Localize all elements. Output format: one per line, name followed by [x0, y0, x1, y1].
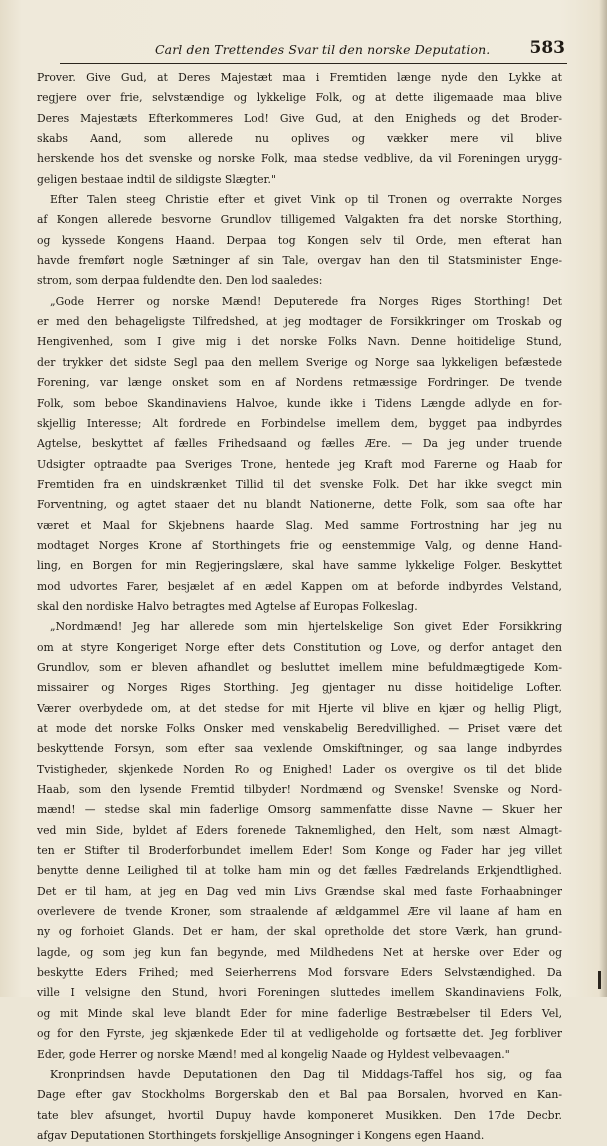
text-line: Hengivenhed, som I give mig i det norske Folks Navn. Denne hoitidelige Stund, [37, 335, 562, 349]
text-line: skjellig Interesse; Alt fordrede en Forbindelse imellem dem, bygget paa indbyrdes [37, 416, 562, 430]
text-line: ten er Stifter til Broderforbundet imellem Eder! Som Konge og Fader har jeg villet [37, 844, 562, 858]
text-line: ling, en Borgen for min Regjeringslære, skal have samme lykkelige Folger. Beskyttet [37, 559, 562, 573]
text-line: Dage efter gav Stockholms Borgerskab den et Bal paa Borsalen, hvorved en Kan- [37, 1088, 562, 1102]
header-rule [60, 63, 567, 64]
text-line: ny og forhoiet Glands. Det er ham, der skal opretholde det store Værk, han grund- [37, 925, 562, 939]
text-line: afgav Deputationen Storthingets forskjellige Ansogninger i Kongens egen Haand. [37, 1128, 485, 1142]
text-line: og mit Minde skal leve blandt Eder for mine faderlige Bestræbelser til Eders Vel, [37, 1006, 562, 1020]
text-line: Efter Talen steeg Christie efter et givet Vink op til Tronen og overrakte Norges [50, 193, 562, 207]
text-line: benytte denne Leilighed til at tolke ham min og det fælles Fædrelands Erkjendtlighed. [37, 864, 562, 878]
text-line: mænd! — stedse skal min faderlige Omsorg sammenfatte disse Navne — Skuer her [37, 803, 562, 817]
text-line: at mode det norske Folks Onsker med venskabelig Beredvillighed. — Priset være det [37, 722, 562, 735]
text-line: modtaget Norges Krone af Storthingets frie og eenstemmige Valg, og denne Hand- [37, 538, 562, 552]
text-line: havde fremført nogle Sætninger af sin Tale, overgav han den til Statsminister Enge- [37, 254, 562, 268]
text-line: skal den nordiske Halvo betragtes med Agtelse af Europas Folkeslag. [37, 599, 418, 613]
text-line: Tvistigheder, skjenkede Norden Ro og Enighed! Lader os overgive os til det blide [37, 762, 562, 776]
text-line: Værer overbydede om, at det stedse for mit Hjerte vil blive en kjær og hellig Pligt, [37, 701, 562, 715]
text-line: overlevere de tvende Kroner, som straalende af ældgammel Ære vil laane af ham en [37, 905, 562, 919]
text-line: beskyttende Forsyn, som efter saa vexlende Omskiftninger, og saa lange indbyrdes [37, 742, 562, 756]
text-line: ville I velsigne den Stund, hvori Foreningen sluttedes imellem Skandinaviens Folk, [37, 986, 562, 1000]
text-line: tate blev afsunget, hvortil Dupuy havde komponeret Musikken. Den 17de Decbr. [37, 1108, 562, 1122]
text-line: ved min Side, byldet af Eders forenede Taknemlighed, den Helt, som næst Almagt- [37, 823, 562, 837]
page-number: 583 [529, 38, 565, 58]
text-line: skabs Aand, som allerede nu oplives og vækker mere vil blive [37, 132, 562, 146]
text-line: Det er til ham, at jeg en Dag ved min Livs Grændse skal med faste Forhaabninger [37, 884, 562, 898]
text-line: Eder, gode Herrer og norske Mænd! med al kongelig Naade og Hyldest velbevaagen." [37, 1047, 510, 1061]
page-edge-shadow [599, 0, 607, 997]
text-line: lagde, og som jeg kun fan begynde, med Mildhedens Net at herske over Eder og [37, 945, 562, 959]
text-line: regjere over frie, selvstændige og lykkelige Folk, og at dette iligemaade maa blive [37, 91, 562, 105]
text-line: om at styre Kongeriget Norge efter dets Constitution og Love, og derfor antaget den [37, 640, 562, 654]
text-line: strom, som derpaa fuldendte den. Den lod saaledes: [37, 274, 323, 288]
text-line: Folk, som beboe Skandinaviens Halvoe, kunde ikke i Tidens Længde adlyde en for- [37, 396, 562, 410]
text-line: missairer og Norges Riges Storthing. Jeg gjentager nu disse hoitidelige Lofter. [37, 681, 562, 695]
text-line: og for den Fyrste, jeg skjænkede Eder til at vedligeholde og fortsætte det. Jeg forbliver [37, 1027, 562, 1041]
text-line: „Nordmænd! Jeg har allerede som min hjertelskelige Son givet Eder Forsikkring [50, 620, 562, 634]
text-line: der trykker det sidste Segl paa den mellem Sverige og Norge saa lykkeligen befæstede [37, 355, 562, 369]
text-line: Prover. Give Gud, at Deres Majestæt maa i Fremtiden længe nyde den Lykke at [37, 71, 562, 84]
text-line: herskende hos det svenske og norske Folk, maa stedse vedblive, da vil Foreningen urygg- [37, 152, 562, 166]
text-line: „Gode Herrer og norske Mænd! Deputerede fra Norges Riges Storthing! Det [50, 294, 562, 308]
running-title: Carl den Trettendes Svar til den norske Deputation. [155, 42, 491, 57]
page-header [60, 38, 575, 60]
text-line: Forventning, og agtet staaer det nu blandt Nationerne, dette Folk, som saa ofte har [37, 498, 562, 512]
text-line: Grundlov, som er bleven afhandlet og besluttet imellem mine befuldmægtigede Kom- [37, 660, 562, 674]
text-line: Kronprindsen havde Deputationen den Dag til Middags-Taffel hos sig, og faa [50, 1067, 562, 1081]
binding-mark [598, 971, 601, 989]
body-text [37, 68, 562, 1146]
text-line: mod udvortes Farer, besjælet af en ædel Kappen om at beforde indbyrdes Velstand, [37, 579, 562, 593]
text-line: beskytte Eders Frihed; med Seierherrens Mod forsvare Eders Selvstændighed. Da [37, 966, 562, 980]
text-line: af Kongen allerede besvorne Grundlov tilligemed Valgakten fra det norske Storthing, [37, 213, 562, 227]
text-line: Fremtiden fra en uindskrænket Tillid til det svenske Folk. Det har ikke svegct min [37, 477, 562, 491]
text-line: været et Maal for Skjebnens haarde Slag. Med samme Fortrostning har jeg nu [37, 518, 562, 532]
text-line: geligen bestaae indtil de sildigste Slægter." [37, 172, 276, 186]
text-line: Udsigter optraadte paa Sveriges Trone, hentede jeg Kraft mod Farerne og Haab for [37, 457, 562, 471]
text-line: Deres Majestæts Efterkommeres Lod! Give Gud, at den Enigheds og det Broder- [37, 111, 562, 125]
text-line: er med den behageligste Tilfredshed, at jeg modtager de Forsikkringer om Troskab og [37, 315, 562, 329]
text-line: Haab, som den lysende Fremtid tilbyder! Nordmænd og Svenske! Svenske og Nord- [37, 783, 562, 797]
text-line: Forening, var længe onsket som en af Nordens retmæssige Fordringer. De tvende [37, 376, 562, 390]
text-line: og kyssede Kongens Haand. Derpaa tog Kongen selv til Orde, men efterat han [37, 233, 562, 247]
text-line: Agtelse, beskyttet af fælles Frihedsaand og fælles Ære. — Da jeg under truende [37, 437, 562, 451]
